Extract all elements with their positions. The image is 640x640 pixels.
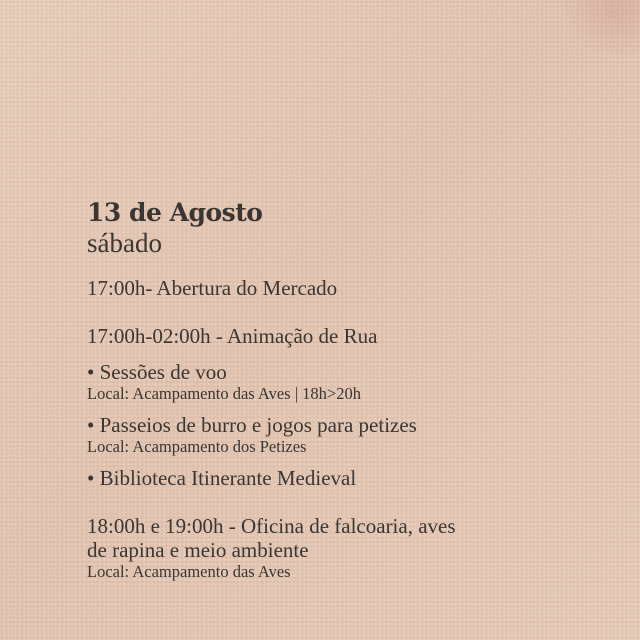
date-heading: 13 de Agosto <box>87 198 263 227</box>
event-text-line-2: de rapina e meio ambiente <box>87 538 309 562</box>
sub-event-flight-sessions <box>87 360 607 403</box>
event-text: 17:00h- Abertura do Mercado <box>87 276 338 300</box>
event-falconry-workshop <box>87 514 607 581</box>
sub-event-library <box>87 466 607 490</box>
event-opening <box>87 276 607 300</box>
sub-event-text: • Passeios de burro e jogos para petizes <box>87 413 417 437</box>
event-schedule <box>87 198 607 605</box>
sub-event-location: Local: Acampamento dos Petizes <box>87 437 307 456</box>
sub-event-text: • Sessões de voo <box>87 360 227 384</box>
sub-event-text: • Biblioteca Itinerante Medieval <box>87 466 357 490</box>
weekday-label: sábado <box>87 228 162 258</box>
event-text-line-1: 18:00h e 19:00h - Oficina de falcoaria, aves <box>87 514 456 538</box>
paper-stain-decoration <box>560 0 640 60</box>
event-street-animation <box>87 324 607 348</box>
sub-event-location: Local: Acampamento das Aves | 18h>20h <box>87 384 361 403</box>
event-text: 17:00h-02:00h - Animação de Rua <box>87 324 378 348</box>
sub-event-donkey-rides <box>87 413 607 456</box>
event-location: Local: Acampamento das Aves <box>87 562 291 581</box>
